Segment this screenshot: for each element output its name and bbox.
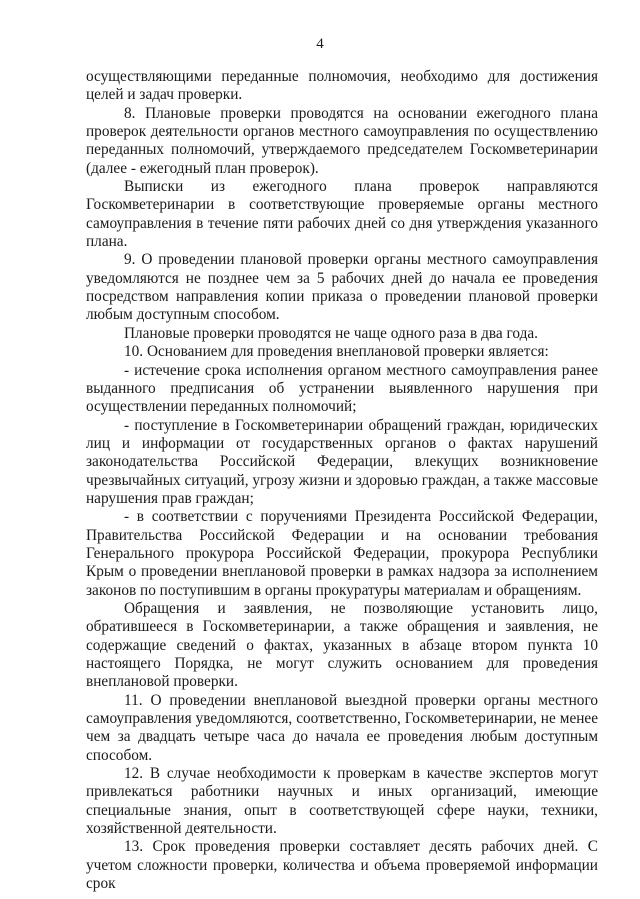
paragraph-item-13: 13. Срок проведения проверки составляет десять рабочих дней. С учетом сложности проверки, количества и объема проверяемой информации срок: [86, 838, 598, 893]
paragraph-item-11: 11. О проведении внеплановой выездной проверки органы местного самоуправления уведомляются, соответственно, Госкомветеринарии, не менее чем за двадцать четыре часа до начала ее проведения любым доступным способом.: [86, 691, 598, 764]
paragraph-ground-3: - в соответствии с поручениями Президента Российской Федерации, Правительства Российской Федерации и на основании требования Генерального прокурора Российской Федерации, прокурора Республики Крым о проведении внеплановой проверки в рамках надзора за исполнением законов по поступившим в органы прокуратуры материалам и обращениям.: [86, 508, 598, 599]
paragraph-item-8: 8. Плановые проверки проводятся на основании ежегодного плана проверок деятельности органов местного самоуправления по осуществлению переданных полномочий, утверждаемого председателем Госкомветеринарии (далее - ежегодный план проверок).: [86, 104, 598, 177]
paragraph-item-12: 12. В случае необходимости к проверкам в качестве экспертов могут привлекаться работники научных и иных организаций, имеющие специальные знания, опыт в соответствующей сфере науки, техники, хозяйственной деятельности.: [86, 765, 598, 838]
paragraph-continuation: осуществляющими переданные полномочия, необходимо для достижения целей и задач проверки.: [86, 68, 598, 104]
paragraph-item-9: 9. О проведении плановой проверки органы местного самоуправления уведомляются не позднее чем за 5 рабочих дней до начала ее проведения посредством направления копии приказа о проведении плановой проверки любым доступным способом.: [86, 251, 598, 324]
paragraph-item-10: 10. Основанием для проведения внеплановой проверки является:: [124, 343, 549, 361]
document-body: [86, 68, 598, 893]
paragraph-ground-1: - истечение срока исполнения органом местного самоуправления ранее выданного предписания об устранении выявленного нарушения при осуществлении переданных полномочий;: [86, 361, 598, 416]
paragraph-appeals: Обращения и заявления, не позволяющие установить лицо, обратившееся в Госкомветеринарии, а также обращения и заявления, не содержащие сведений о фактах, указанных в абзаце втором пункта 10 настоящего Порядка, не могут служить основанием для проведения внеплановой проверки.: [86, 599, 598, 691]
paragraph-extracts: Выписки из ежегодного плана проверок направляются Госкомветеринарии в соответствующие проверяемые органы местного самоуправления в течение пяти рабочих дней со дня утверждения указанного плана.: [86, 178, 598, 251]
paragraph-ground-2: - поступление в Госкомветеринарии обращений граждан, юридических лиц и информации от государственных органов о фактах нарушений законодательства Российской Федерации, влекущих возникновение чрезвычайных ситуаций, угрозу жизни и здоровью граждан, а также массовые нарушения прав граждан;: [86, 416, 598, 507]
page-number: 4: [316, 36, 324, 52]
paragraph-frequency: Плановые проверки проводятся не чаще одного раза в два года.: [124, 324, 538, 342]
